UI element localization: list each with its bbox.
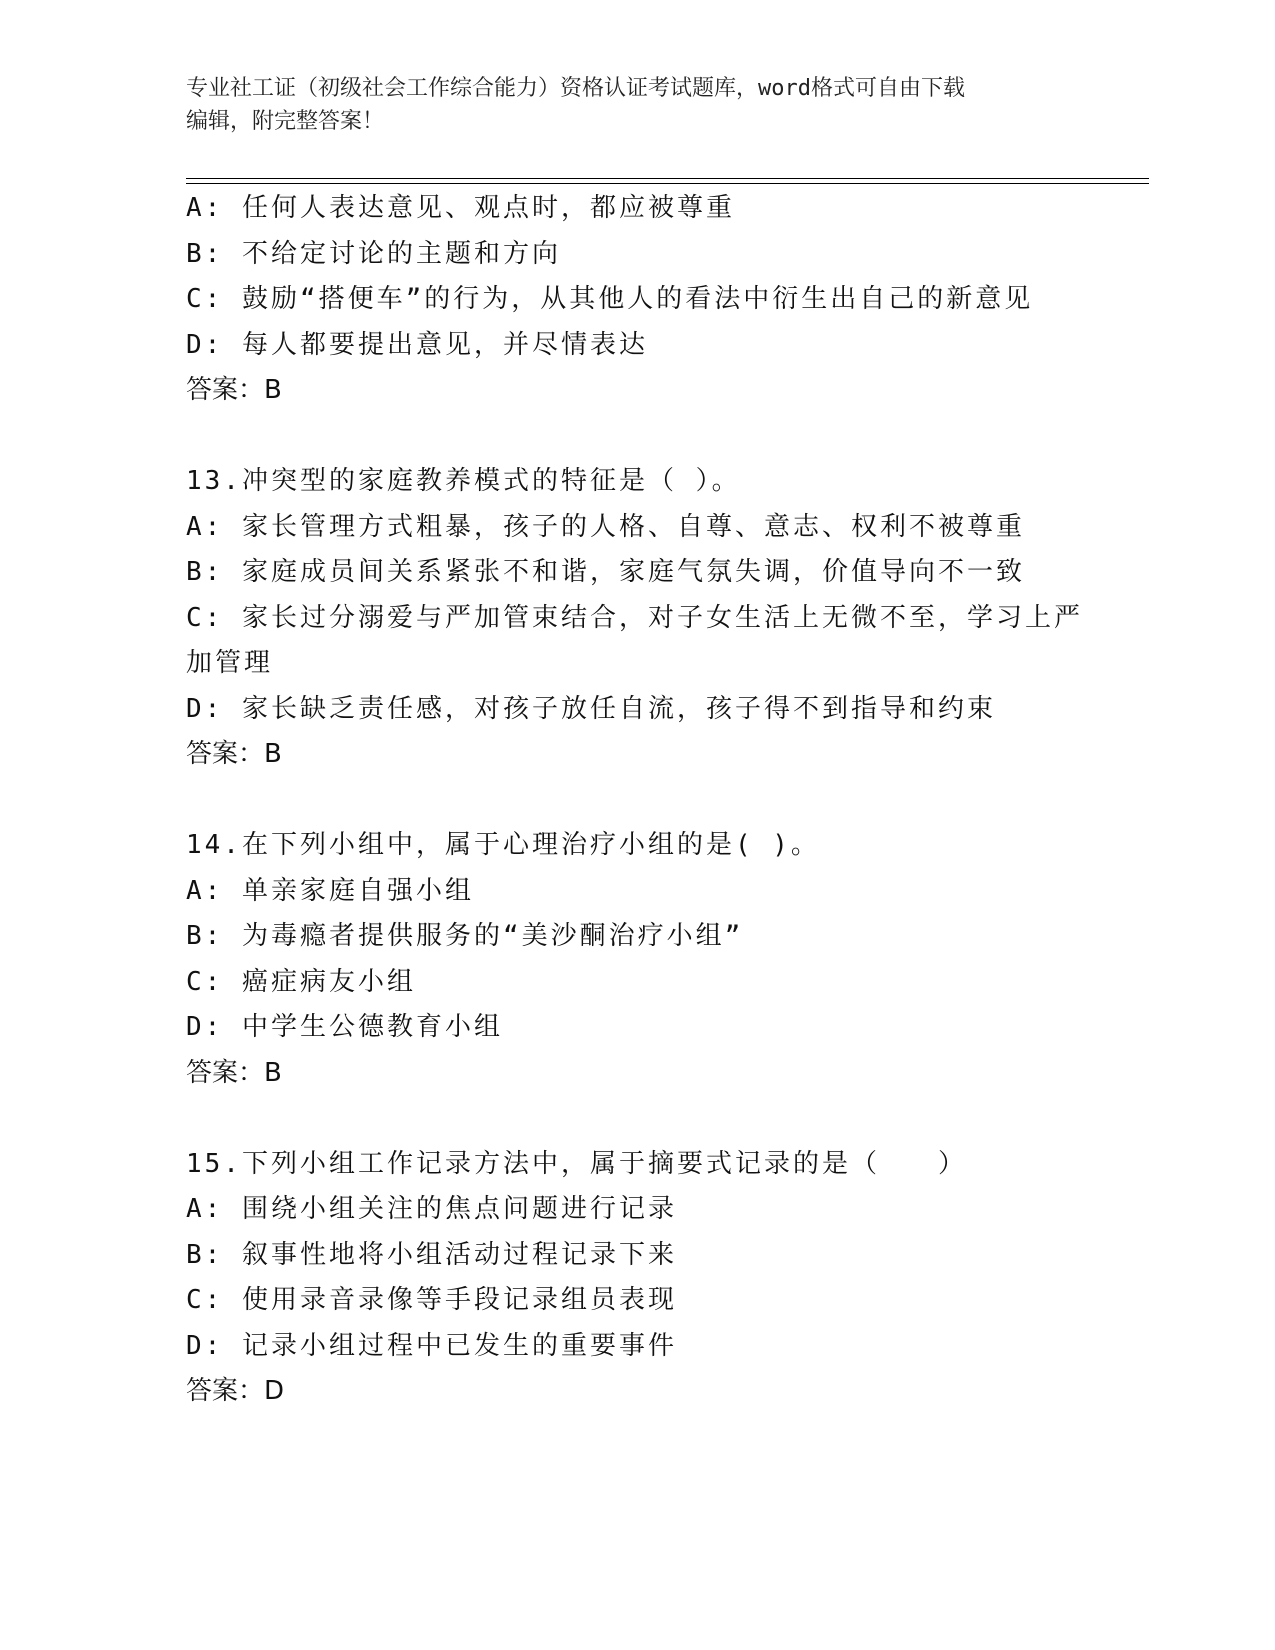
header-line-1: 专业社工证（初级社会工作综合能力）资格认证考试题库，word格式可自由下载 [186, 76, 965, 101]
question-text: 14.在下列小组中，属于心理治疗小组的是( )。 [186, 830, 820, 860]
option-a: A: 家长管理方式粗暴，孩子的人格、自尊、意志、权利不被尊重 [186, 511, 1025, 542]
question-text: 13.冲突型的家庭教养模式的特征是（ ）。 [186, 466, 741, 496]
option-d: D: 家长缺乏责任感，对孩子放任自流，孩子得不到指导和约束 [186, 693, 996, 724]
option-a: A: 围绕小组关注的焦点问题进行记录 [186, 1194, 677, 1224]
question-13 [186, 459, 1086, 778]
option-c: C: 癌症病友小组 [186, 966, 416, 997]
option-d: D: 中学生公德教育小组 [186, 1012, 503, 1042]
option-a: A: 单亲家庭自强小组 [186, 875, 474, 906]
option-d: D: 每人都要提出意见，并尽情表达 [186, 329, 648, 360]
option-b: B: 不给定讨论的主题和方向 [186, 238, 561, 269]
page-header [186, 72, 1086, 138]
header-rule-bottom [186, 183, 1149, 184]
option-b: B: 叙事性地将小组活动过程记录下来 [186, 1239, 677, 1270]
option-d: D: 记录小组过程中已发生的重要事件 [186, 1330, 677, 1361]
answer: 答案：B [186, 1057, 282, 1088]
option-b: B: 为毒瘾者提供服务的“美沙酮治疗小组” [186, 921, 744, 951]
option-c: C: 家长过分溺爱与严加管束结合，对子女生活上无微不至，学习上严 [186, 602, 1083, 633]
option-b: B: 家庭成员间关系紧张不和谐，家庭气氛失调，价值导向不一致 [186, 557, 1025, 587]
option-c: C: 使用录音录像等手段记录组员表现 [186, 1285, 677, 1315]
question-15 [186, 1142, 1086, 1415]
question-12 [186, 186, 1086, 414]
answer: 答案：D [186, 1376, 285, 1406]
header-rule-top [186, 178, 1149, 179]
header-line-2: 编辑，附完整答案！ [186, 109, 385, 134]
option-a: A: 任何人表达意见、观点时，都应被尊重 [186, 193, 735, 223]
document-body [186, 186, 1086, 1415]
question-text: 15.下列小组工作记录方法中，属于摘要式记录的是（ ） [186, 1148, 967, 1179]
question-14 [186, 823, 1086, 1096]
answer: 答案：B [186, 375, 282, 405]
option-c: C: 鼓励“搭便车”的行为，从其他人的看法中衍生出自己的新意见 [186, 284, 1034, 314]
answer: 答案：B [186, 739, 282, 769]
option-c-continued: 加管理 [186, 648, 274, 678]
